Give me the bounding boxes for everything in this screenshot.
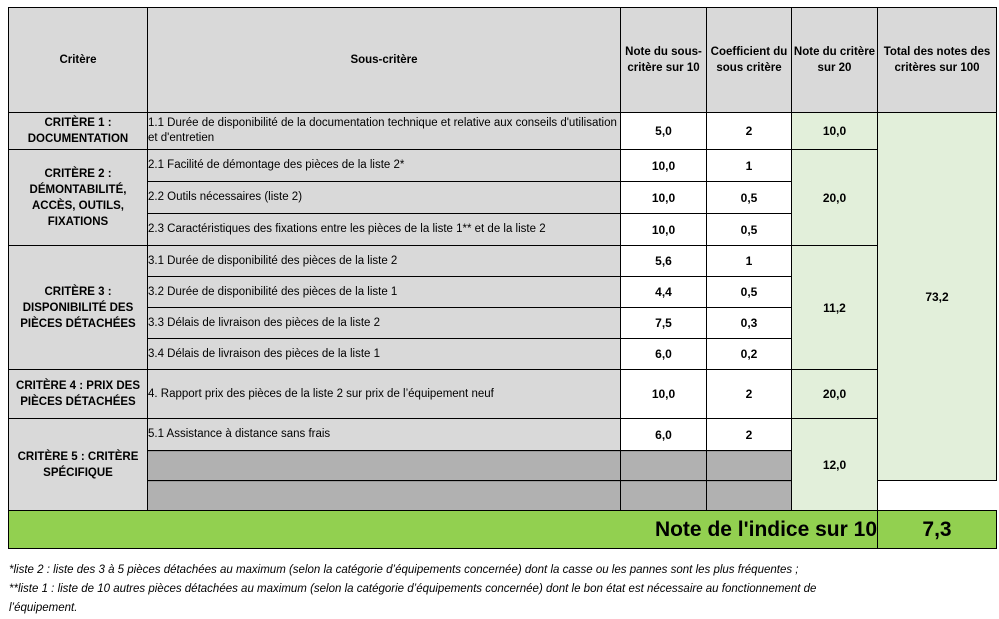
footnote-liste-2: *liste 2 : liste des 3 à 5 pièces détachées au maximum (selon la catégorie d’équipements concernée) dont la casse ou les pannes sont les plus fréquentes ; [9, 564, 799, 576]
table-row [9, 150, 997, 182]
subcriterion-3-1-label: 3.1 Durée de disponibilité des pièces de la liste 2 [148, 246, 621, 277]
criterion-1-score: 10,0 [792, 113, 878, 150]
subcriterion-4-label: 4. Rapport prix des pièces de la liste 2 sur prix de l’équipement neuf [148, 370, 621, 419]
subcriterion-3-3-note: 7,5 [621, 308, 707, 339]
subcriterion-2-1-note: 10,0 [621, 150, 707, 182]
table-row [9, 113, 997, 150]
subcriterion-2-3-coef: 0,5 [707, 214, 792, 246]
subcriterion-2-1-coef: 1 [707, 150, 792, 182]
subcriterion-3-1-note: 5,6 [621, 246, 707, 277]
subcriterion-3-2-label: 3.2 Durée de disponibilité des pièces de la liste 1 [148, 277, 621, 308]
total-score: 73,2 [878, 113, 997, 481]
subcriterion-3-2-note: 4,4 [621, 277, 707, 308]
repairability-score-table [8, 7, 997, 549]
criterion-1-label: CRITÈRE 1 : DOCUMENTATION [9, 113, 148, 150]
table-row [9, 419, 997, 451]
footnote-liste-1-continued: l’équipement. [9, 602, 78, 614]
subcriterion-2-1-label: 2.1 Facilité de démontage des pièces de la liste 2* [148, 150, 621, 182]
header-critere: Critère [9, 8, 148, 113]
header-sous-critere: Sous-critère [148, 8, 621, 113]
subcriterion-3-4-coef: 0,2 [707, 339, 792, 370]
index-value: 7,3 [878, 511, 997, 549]
subcriterion-3-3-label: 3.3 Délais de livraison des pièces de la liste 2 [148, 308, 621, 339]
subcriterion-5-1-coef: 2 [707, 419, 792, 451]
header-row [9, 8, 997, 113]
criterion-5-label: CRITÈRE 5 : CRITÈRE SPÉCIFIQUE [9, 419, 148, 511]
subcriterion-3-4-label: 3.4 Délais de livraison des pièces de la liste 1 [148, 339, 621, 370]
table-row [9, 370, 997, 419]
index-label: Note de l'indice sur 10 [9, 511, 878, 549]
subcriterion-5-1-label: 5.1 Assistance à distance sans frais [148, 419, 621, 451]
empty-hatched-cell [148, 451, 621, 481]
empty-hatched-cell [621, 481, 707, 511]
table-row [9, 246, 997, 277]
criterion-5-score: 12,0 [792, 419, 878, 511]
subcriterion-3-1-coef: 1 [707, 246, 792, 277]
criterion-4-label: CRITÈRE 4 : PRIX DES PIÈCES DÉTACHÉES [9, 370, 148, 419]
subcriterion-1-1-label: 1.1 Durée de disponibilité de la documentation technique et relative aux conseils d'utilisation et d'entretien [148, 113, 621, 150]
subcriterion-5-1-note: 6,0 [621, 419, 707, 451]
criterion-2-score: 20,0 [792, 150, 878, 246]
criterion-3-score: 11,2 [792, 246, 878, 370]
subcriterion-2-2-label: 2.2 Outils nécessaires (liste 2) [148, 182, 621, 214]
subcriterion-2-3-note: 10,0 [621, 214, 707, 246]
subcriterion-2-2-coef: 0,5 [707, 182, 792, 214]
empty-hatched-cell [707, 451, 792, 481]
subcriterion-3-3-coef: 0,3 [707, 308, 792, 339]
subcriterion-2-2-note: 10,0 [621, 182, 707, 214]
subcriterion-3-2-coef: 0,5 [707, 277, 792, 308]
header-total: Total des notes des critères sur 100 [878, 8, 997, 113]
header-note-sous-critere: Note du sous-critère sur 10 [621, 8, 707, 113]
subcriterion-2-3-label: 2.3 Caractéristiques des fixations entre les pièces de la liste 1** et de la liste 2 [148, 214, 621, 246]
empty-hatched-cell [707, 481, 792, 511]
criterion-3-label: CRITÈRE 3 : DISPONIBILITÉ DES PIÈCES DÉTACHÉES [9, 246, 148, 370]
footnotes [9, 561, 994, 618]
subcriterion-1-1-coef: 2 [707, 113, 792, 150]
criterion-4-score: 20,0 [792, 370, 878, 419]
header-note-critere: Note du critère sur 20 [792, 8, 878, 113]
footnote-liste-1: **liste 1 : liste de 10 autres pièces détachées au maximum (selon la catégorie d’équipements concernée) dont le bon état est nécessaire au fonctionnement de [9, 583, 817, 595]
empty-hatched-cell [148, 481, 621, 511]
subcriterion-4-note: 10,0 [621, 370, 707, 419]
subcriterion-3-4-note: 6,0 [621, 339, 707, 370]
subcriterion-1-1-note: 5,0 [621, 113, 707, 150]
header-coefficient: Coefficient du sous critère [707, 8, 792, 113]
criterion-2-label: CRITÈRE 2 : DÉMONTABILITÉ, ACCÈS, OUTILS, FIXATIONS [9, 150, 148, 246]
index-row [9, 511, 997, 549]
empty-hatched-cell [621, 451, 707, 481]
subcriterion-4-coef: 2 [707, 370, 792, 419]
